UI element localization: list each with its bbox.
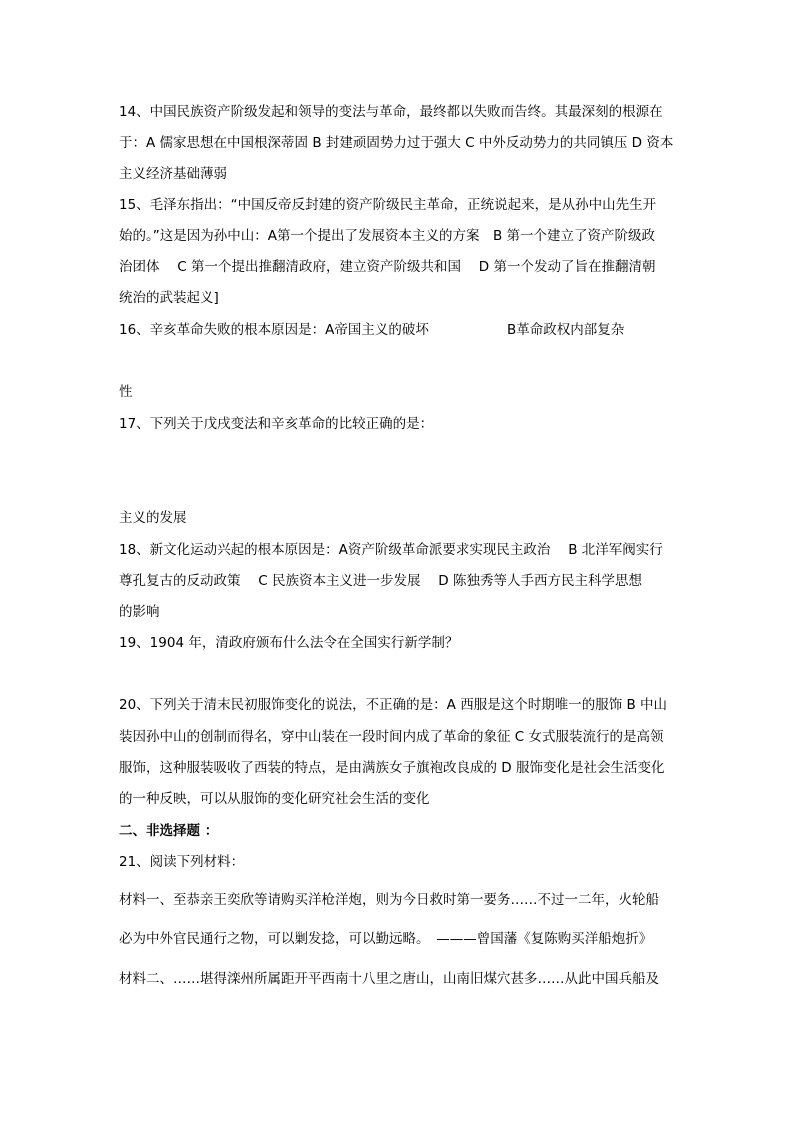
q21-material-1-line-1: 材料一、至恭亲王奕欣等请购买洋枪洋炮，则为今日救时第一要务……不过一二年，火轮船 [119,892,659,908]
q14-line-1: 14、中国民族资产阶级发起和领导的变法与革命，最终都以失败而告终。其最深刻的根源在 [119,104,663,120]
q15-line-4: 统治的武装起义] [119,290,219,306]
q20-line-4: 的一种反映，可以从服饰的变化研究社会生活的变化 [119,791,430,807]
q14-line-2: 于：A 儒家思想在中国根深蒂固 B 封建顽固势力过于强大 C 中外反动势力的共同镇压 D 资本 [119,135,674,151]
q19-stem: 19、1904 年，清政府颁布什么法令在全国实行新学制？ [119,635,459,651]
q16-line-1 [119,320,679,340]
q20-line-3: 服饰，这种服装吸收了西装的特点，是由满族女子旗袍改良成的 D 服饰变化是社会生活变化 [119,760,665,776]
q15-line-1: 15、毛泽东指出：“中国反帝反封建的资产阶级民主革命，正统说起来，是从孙中山先生开 [119,197,657,213]
q20-line-1: 20、下列关于清末民初服饰变化的说法，不正确的是：A 西服是这个时期唯一的服饰 B 中山 [119,697,668,713]
q15-line-2: 始的。”这是因为孙中山：A第一个提出了发展资本主义的方案 B 第一个建立了资产阶级政 [119,228,656,244]
q17-stem: 17、下列关于戊戌变法和辛亥革命的比较正确的是： [119,416,434,432]
q14-line-3: 主义经济基础薄弱 [119,166,227,182]
section-heading: 二、非选择题 ： [119,823,219,839]
q18-line-2: 尊孔复古的反动政策 C 民族资本主义进一步发展 D 陈独秀等人手西方民主科学思想 [119,573,642,589]
q15-line-3: 治团体 C 第一个提出推翻清政府，建立资产阶级共和国 D 第一个发动了旨在推翻清朝 [119,259,656,275]
q21-material-1-line-2: 必为中外官民通行之物，可以剿发捻，可以勤远略。 ———曾国藩《复陈购买洋船炮折》 [119,931,653,947]
q18-line-1: 18、新文化运动兴起的根本原因是：A资产阶级革命派要求实现民主政治 B 北洋军阀实行 [119,542,663,558]
q17-line-4: 主义的发展 [119,510,187,526]
q16-stem: 16、辛亥革命失败的根本原因是：A帝国主义的破坏 [119,322,429,338]
q21-material-2-line-1: 材料二、……堪得滦州所属距开平西南十八里之唐山，山南旧煤穴甚多……从此中国兵船及 [119,971,659,987]
q16-line-3: 性 [119,384,133,400]
q21-stem: 21、阅读下列材料： [119,854,245,870]
q20-line-2: 装因孙中山的创制而得名，穿中山装在一段时间内成了革命的象征 C 女式服装流行的是高领 [119,729,664,745]
q18-line-3: 的影响 [119,604,160,620]
q16-option-b: B革命政权内部复杂 [507,322,625,338]
